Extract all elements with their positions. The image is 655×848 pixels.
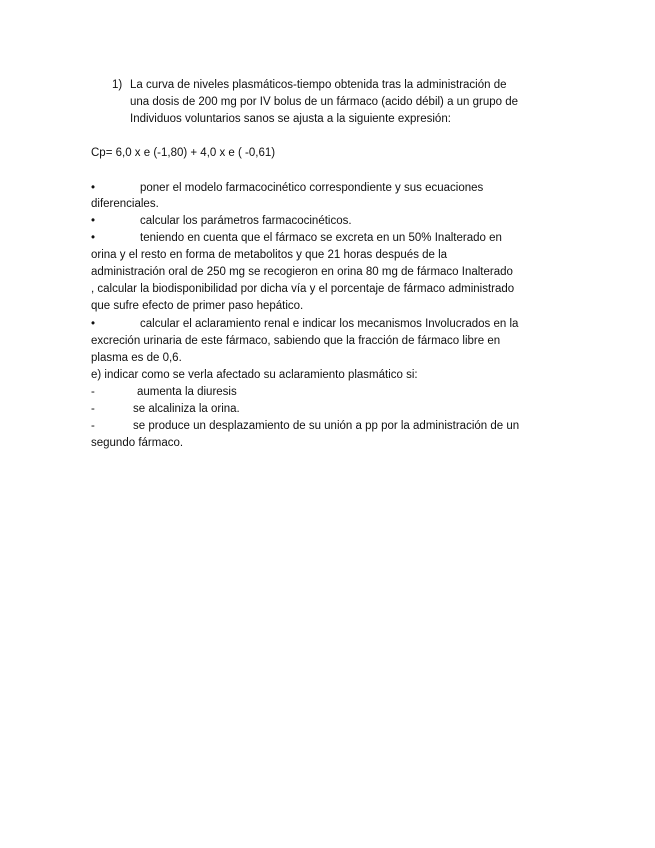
bullet-3-line-4: , calcular la biodisponibilidad por dicha vía y el porcentaje de fármaco administrado: [91, 283, 515, 295]
bullet-4-line-3: plasma es de 0,6.: [91, 352, 182, 364]
bullet-3-line-5: que sufre efecto de primer paso hepático.: [91, 300, 304, 312]
bullet-2-line-1: calcular los parámetros farmacocinéticos.: [140, 215, 352, 227]
bullet-4-line-2: excreción urinaria de este fármaco, sabiendo que la fracción de fármaco libre en: [91, 335, 501, 347]
bullet-4-line-1: calcular el aclaramiento renal e indicar los mecanismos Involucrados en la: [140, 318, 519, 330]
bullet-3-line-2: orina y el resto en forma de metabolitos y que 21 horas después de la: [91, 249, 448, 261]
item1-line-1: La curva de niveles plasmáticos-tiempo obtenida tras la administración de: [130, 79, 507, 91]
bullet-symbol: •: [91, 215, 96, 227]
bullet-3-line-3: administración oral de 250 mg se recogieron en orina 80 mg de fármaco Inalterado: [91, 266, 513, 278]
item1-line-2: una dosis de 200 mg por IV bolus de un fármaco (acido débil) a un grupo de: [130, 96, 519, 108]
bullet-1-line-1: poner el modelo farmacocinético correspondiente y sus ecuaciones: [140, 182, 484, 194]
bullet-symbol: •: [91, 182, 96, 194]
dash-1-line-1: aumenta la diuresis: [137, 386, 237, 398]
item-e-heading: e) indicar como se verla afectado su aclaramiento plasmático si:: [91, 369, 418, 381]
dash-3-line-1: se produce un desplazamiento de su unión a pp por la administración de un: [133, 420, 520, 432]
equation: Cp= 6,0 x e (-1,80) + 4,0 x e ( -0,61): [91, 147, 276, 159]
bullet-symbol: •: [91, 318, 96, 330]
bullet-1-line-2: diferenciales.: [91, 198, 159, 210]
dash-symbol: -: [91, 386, 95, 398]
bullet-3-line-1: teniendo en cuenta que el fármaco se excreta en un 50% Inalterado en: [140, 232, 502, 244]
dash-symbol: -: [91, 403, 95, 415]
dash-symbol: -: [91, 420, 95, 432]
item1-line-3: Individuos voluntarios sanos se ajusta a la siguiente expresión:: [130, 113, 451, 125]
list-number: 1): [112, 79, 123, 91]
dash-3-line-2: segundo fármaco.: [91, 437, 184, 449]
dash-2-line-1: se alcaliniza la orina.: [133, 403, 240, 415]
bullet-symbol: •: [91, 232, 96, 244]
